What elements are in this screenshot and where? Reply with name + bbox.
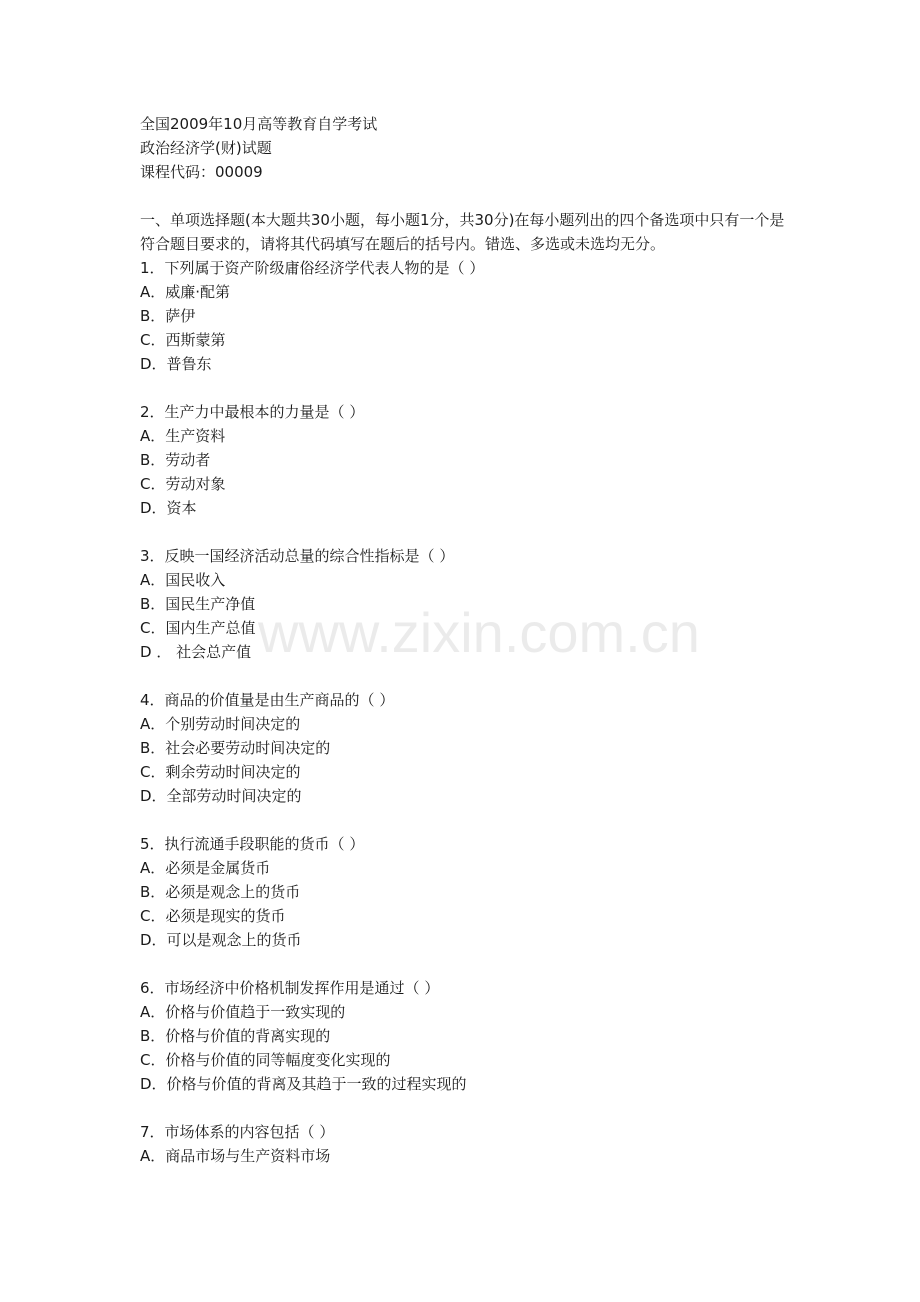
exam-title: 全国2009年10月高等教育自学考试 bbox=[140, 115, 378, 133]
question-option: D．全部劳动时间决定的 bbox=[140, 787, 302, 805]
question-block-6 bbox=[140, 976, 790, 1096]
question-option: A．商品市场与生产资料市场 bbox=[140, 1147, 331, 1165]
exam-document bbox=[140, 112, 790, 1168]
question-option: B．萨伊 bbox=[140, 307, 196, 325]
question-option: C．西斯蒙第 bbox=[140, 331, 226, 349]
spacer bbox=[140, 520, 790, 544]
question-option: C．劳动对象 bbox=[140, 475, 226, 493]
question-option: D．价格与价值的背离及其趋于一致的过程实现的 bbox=[140, 1075, 467, 1093]
spacer bbox=[140, 376, 790, 400]
spacer bbox=[140, 664, 790, 688]
question-block-3 bbox=[140, 544, 790, 664]
question-option: C．必须是现实的货币 bbox=[140, 907, 286, 925]
question-stem: 1．下列属于资产阶级庸俗经济学代表人物的是（ ） bbox=[140, 259, 485, 277]
watermark: www.zixin.com.cn bbox=[258, 601, 700, 664]
question-option: A．个别劳动时间决定的 bbox=[140, 715, 301, 733]
question-option: B．社会必要劳动时间决定的 bbox=[140, 739, 331, 757]
question-option: C．价格与价值的同等幅度变化实现的 bbox=[140, 1051, 391, 1069]
question-option: C．剩余劳动时间决定的 bbox=[140, 763, 301, 781]
question-option: A．生产资料 bbox=[140, 427, 226, 445]
question-block-5 bbox=[140, 832, 790, 952]
exam-subject: 政治经济学(财)试题 bbox=[140, 139, 272, 157]
question-block-1 bbox=[140, 256, 790, 376]
question-option: B．价格与价值的背离实现的 bbox=[140, 1027, 331, 1045]
question-option: A．必须是金属货币 bbox=[140, 859, 271, 877]
question-stem: 3．反映一国经济活动总量的综合性指标是（ ） bbox=[140, 547, 455, 565]
spacer bbox=[140, 184, 790, 208]
question-option: D ． 社会总产值 bbox=[140, 643, 252, 661]
question-option: A．国民收入 bbox=[140, 571, 226, 589]
question-option: B．劳动者 bbox=[140, 451, 211, 469]
question-stem: 7．市场体系的内容包括（ ） bbox=[140, 1123, 335, 1141]
question-block-4 bbox=[140, 688, 790, 808]
spacer bbox=[140, 808, 790, 832]
question-stem: 6．市场经济中价格机制发挥作用是通过（ ） bbox=[140, 979, 440, 997]
question-option: D．可以是观念上的货币 bbox=[140, 931, 302, 949]
question-block-2 bbox=[140, 400, 790, 520]
course-code: 课程代码：00009 bbox=[140, 163, 263, 181]
question-option: A．价格与价值趋于一致实现的 bbox=[140, 1003, 346, 1021]
spacer bbox=[140, 1096, 790, 1120]
question-option: C．国内生产总值 bbox=[140, 619, 256, 637]
question-option: D．普鲁东 bbox=[140, 355, 212, 373]
question-option: B．国民生产净值 bbox=[140, 595, 256, 613]
question-option: A．威廉·配第 bbox=[140, 283, 231, 301]
question-block-7 bbox=[140, 1120, 790, 1168]
question-stem: 2．生产力中最根本的力量是（ ） bbox=[140, 403, 365, 421]
spacer bbox=[140, 952, 790, 976]
question-option: B．必须是观念上的货币 bbox=[140, 883, 301, 901]
question-option: D．资本 bbox=[140, 499, 197, 517]
section-instructions: 一、单项选择题(本大题共30小题，每小题1分，共30分)在每小题列出的四个备选项中只有一个是符合题目要求的，请将其代码填写在题后的括号内。错选、多选或未选均无分。 bbox=[140, 211, 785, 253]
question-stem: 4．商品的价值量是由生产商品的（ ） bbox=[140, 691, 395, 709]
question-stem: 5．执行流通手段职能的货币（ ） bbox=[140, 835, 365, 853]
